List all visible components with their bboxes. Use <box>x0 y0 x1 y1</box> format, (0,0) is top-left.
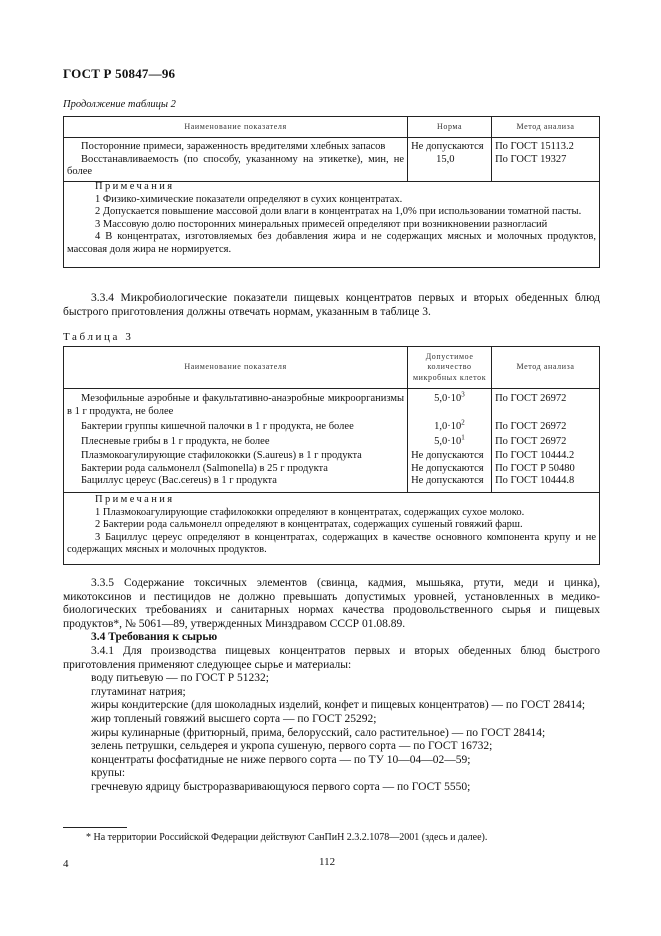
page-number-left: 4 <box>63 858 69 870</box>
paragraph-3-3-4 <box>63 292 600 319</box>
row-method: По ГОСТ 10444.8 <box>492 475 600 492</box>
body-text <box>63 577 600 795</box>
list-item: жиры кондитерские (для шоколадных изделий, конфет и пищевых концентратов) — по ГОСТ 28414; <box>91 699 586 712</box>
note-item: 1 Плазмокоагулирующие стафилококки определяют в концентратах, содержащих сухое молоко. <box>95 506 525 518</box>
row-norm <box>408 463 492 476</box>
row-method: По ГОСТ 26972 <box>492 434 600 449</box>
row-name: Посторонние примеси, зараженность вредителями хлебных запасов <box>64 138 408 154</box>
table-continuation-label: Продолжение таблицы 2 <box>63 99 176 110</box>
paragraph-3-3-5: 3.3.5 Содержание токсичных элементов (свинца, кадмия, мышьяка, ртути, меди и цинка), микотоксинов и пестицидов не должно превышать допустимых уровней, установленных в медико-биологических требованиях и санитарных нормах качества продовольственного сырья и пищевых продуктов*, № 5061—89, утвержденных Минздравом СССР 01.08.89. <box>63 577 600 630</box>
row-norm <box>408 475 492 492</box>
row-name: Бактерии рода сальмонелл (Salmonella) в 25 г продукта <box>64 463 408 476</box>
list-item: гречневую ядрицу быстроразваривающуюся первого сорта — по ГОСТ 5550; <box>91 780 471 793</box>
note-item: 4 В концентратах, изготовляемых без добавления жира и не содержащих мясных и молочных продуктов, массовая доля жира не нормируется. <box>67 231 596 255</box>
norm-value: Не допускаются <box>411 462 484 474</box>
norm-value: 5,0·10 <box>434 435 462 447</box>
col-header-name: Наименование показателя <box>64 347 408 389</box>
row-name: Бациллус цереус (Bac.cereus) в 1 г продукта <box>64 475 408 492</box>
col-header-norm: Норма <box>408 117 492 138</box>
norm-value: Не допускаются <box>411 475 484 486</box>
list-item: воду питьевую — по ГОСТ Р 51232; <box>91 672 269 685</box>
page-number-center: 112 <box>319 856 336 868</box>
col-header-name: Наименование показателя <box>64 117 408 138</box>
notes-title: Примечания <box>95 494 175 505</box>
list-item: зелень петрушки, сельдерея и укропа сушеную, первого сорта — по ГОСТ 16732; <box>91 740 493 753</box>
table-row <box>64 448 600 463</box>
row-method: По ГОСТ 15113.2 <box>492 138 600 154</box>
paragraph-text: 3.3.4 Микробиологические показатели пищевых концентратов первых и вторых обеденных блюд быстрого приготовления должны отвечать нормам, указанным в таблице 3. <box>63 292 600 318</box>
table-row <box>64 434 600 449</box>
paragraph-3-4-1: 3.4.1 Для производства пищевых концентратов первых и вторых обеденных блюд быстрого приготовления применяют следующее сырье и материалы: <box>63 644 600 671</box>
table-row <box>64 418 600 434</box>
norm-exponent: 1 <box>461 433 465 441</box>
table-3-notes <box>63 491 600 565</box>
note-item: 3 Бациллус цереус определяют в концентратах, содержащих в качестве основного компонента крупу и не содержащих мясных и молочных продуктов. <box>67 531 596 555</box>
note-item: 2 Допускается повышение массовой доли влаги в концентратах на 1,0% при использовании томатной пасты. <box>95 206 582 217</box>
row-method: По ГОСТ 19327 <box>492 154 600 182</box>
norm-exponent: 3 <box>461 390 465 399</box>
table-2-notes <box>63 178 600 268</box>
table-row <box>64 463 600 476</box>
table-row <box>64 475 600 492</box>
row-method: По ГОСТ 26972 <box>492 389 600 419</box>
row-norm <box>408 434 492 449</box>
row-name: Бактерии группы кишечной палочки в 1 г продукта, не более <box>64 418 408 434</box>
list-item: глутаминат натрия; <box>91 685 186 698</box>
row-name: Плазмокоагулирующие стафилококки (S.aureus) в 1 г продукта <box>64 448 408 463</box>
row-name: Плесневые грибы в 1 г продукта, не более <box>64 434 408 449</box>
row-norm: Не допускаются <box>408 138 492 154</box>
table-row <box>64 138 600 154</box>
norm-value: 1,0·10 <box>434 421 462 432</box>
notes-title: Примечания <box>95 181 175 192</box>
table-3-caption: Таблица 3 <box>63 331 134 343</box>
section-heading: 3.4 Требования к сырью <box>91 631 218 644</box>
list-item: жир топленый говяжий высшего сорта — по ГОСТ 25292; <box>91 712 377 725</box>
row-method: По ГОСТ 10444.2 <box>492 448 600 463</box>
col-header-method: Метод анализа <box>492 347 600 389</box>
note-item: 3 Массовую долю посторонних минеральных примесей определяют при возникновении разногласий <box>95 218 548 230</box>
row-norm <box>408 418 492 434</box>
footnote-separator <box>63 827 127 828</box>
header-line: количество <box>427 362 472 372</box>
row-name: Мезофильные аэробные и факультативно-анаэробные микроорганизмы в 1 г продукта, не более <box>64 389 408 419</box>
row-method: По ГОСТ 26972 <box>492 418 600 434</box>
list-item: концентраты фосфатидные не ниже первого сорта — по ТУ 10—04—02—59; <box>91 753 471 766</box>
note-item: 1 Физико-химические показатели определяют в сухих концентратах. <box>95 193 403 205</box>
row-norm <box>408 389 492 419</box>
note-item: 2 Бактерии рода сальмонелл определяют в концентратах, содержащих сушеный говяжий фарш. <box>95 519 523 530</box>
row-method: По ГОСТ Р 50480 <box>492 463 600 476</box>
table-row <box>64 154 600 182</box>
header-line: микробных клеток <box>412 372 487 382</box>
row-name: Восстанавливаемость (по способу, указанному на этикетке), мин, не более <box>64 154 408 182</box>
list-item: жиры кулинарные (фритюрный, прима, белорусский, сало растительное) — по ГОСТ 28414; <box>91 726 546 739</box>
footnote: * На территории Российской Федерации действуют СанПиН 2.3.2.1078—2001 (здесь и далее). <box>86 832 488 843</box>
header-line: Допустимое <box>425 351 474 361</box>
table-2 <box>63 116 600 182</box>
document-header: ГОСТ Р 50847—96 <box>63 66 176 81</box>
table-3 <box>63 346 600 493</box>
norm-exponent: 2 <box>461 418 465 427</box>
col-header-method: Метод анализа <box>492 117 600 138</box>
norm-value: Не допускаются <box>411 450 484 461</box>
table-row <box>64 389 600 419</box>
row-norm: 15,0 <box>408 154 492 182</box>
row-norm <box>408 448 492 463</box>
col-header-norm <box>408 347 492 389</box>
list-item: крупы: <box>91 767 126 780</box>
norm-value: 5,0·10 <box>434 393 462 404</box>
